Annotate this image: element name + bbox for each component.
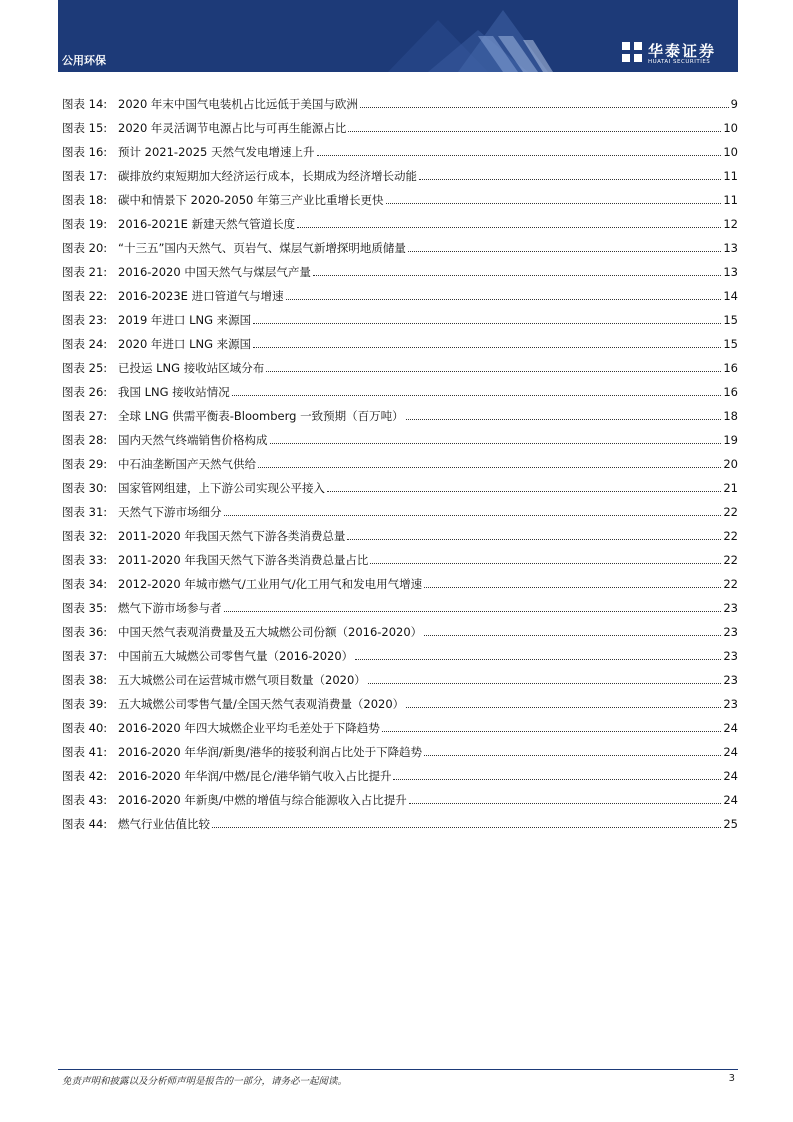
toc-entry[interactable] — [62, 740, 738, 764]
logo-mark-icon — [620, 40, 644, 68]
toc-entry[interactable] — [62, 164, 738, 188]
toc-leader-dots — [424, 587, 721, 588]
toc-entry-title: 2011-2020 年我国天然气下游各类消费总量占比 — [118, 553, 369, 567]
toc-entry[interactable] — [62, 524, 738, 548]
toc-entry-label: 图表 34: — [62, 577, 108, 591]
toc-leader-dots — [224, 515, 722, 516]
toc-entry[interactable] — [62, 596, 738, 620]
toc-entry-label: 图表 26: — [62, 385, 108, 399]
toc-leader-dots — [212, 827, 721, 828]
toc-leader-dots — [327, 491, 721, 492]
toc-entry-page: 19 — [723, 433, 738, 447]
toc-entry-title: 2016-2020 年华润/中燃/昆仑/港华销气收入占比提升 — [118, 769, 392, 783]
toc-entry-page: 24 — [723, 745, 738, 759]
toc-entry[interactable] — [62, 764, 738, 788]
toc-entry-page: 16 — [723, 385, 738, 399]
toc-entry-label: 图表 40: — [62, 721, 108, 735]
toc-leader-dots — [406, 707, 721, 708]
toc-entry-title: 2016-2023E 进口管道气与增速 — [118, 289, 284, 303]
toc-entry-page: 22 — [723, 553, 738, 567]
toc-entry-label: 图表 39: — [62, 697, 108, 711]
toc-entry-label: 图表 27: — [62, 409, 108, 423]
toc-entry-title: 2016-2020 年四大城燃企业平均毛差处于下降趋势 — [118, 721, 380, 735]
toc-entry[interactable] — [62, 332, 738, 356]
toc-entry-label: 图表 41: — [62, 745, 108, 759]
toc-leader-dots — [360, 107, 729, 108]
toc-entry-page: 15 — [723, 313, 738, 327]
toc-entry-label: 图表 36: — [62, 625, 108, 639]
toc-entry-label: 图表 37: — [62, 649, 108, 663]
toc-entry-label: 图表 33: — [62, 553, 108, 567]
toc-entry-title: 2016-2020 中国天然气与煤层气产量 — [118, 265, 311, 279]
table-of-figures — [62, 92, 738, 836]
toc-entry[interactable] — [62, 500, 738, 524]
toc-entry-page: 22 — [723, 505, 738, 519]
toc-entry-page: 18 — [723, 409, 738, 423]
toc-entry-label: 图表 17: — [62, 169, 108, 183]
toc-entry[interactable] — [62, 236, 738, 260]
toc-leader-dots — [253, 347, 721, 348]
toc-entry-page: 13 — [723, 241, 738, 255]
toc-entry-label: 图表 35: — [62, 601, 108, 615]
toc-entry[interactable] — [62, 92, 738, 116]
toc-entry-title: 全球 LNG 供需平衡表-Bloomberg 一致预期（百万吨） — [118, 409, 404, 423]
toc-leader-dots — [393, 779, 721, 780]
toc-leader-dots — [232, 395, 722, 396]
toc-entry-title: 2020 年进口 LNG 来源国 — [118, 337, 252, 351]
toc-entry-page: 24 — [723, 769, 738, 783]
toc-entry-page: 24 — [723, 793, 738, 807]
page-number: 3 — [728, 1073, 735, 1084]
toc-entry-label: 图表 20: — [62, 241, 108, 255]
toc-entry-label: 图表 18: — [62, 193, 108, 207]
toc-entry-title: 五大城燃公司在运营城市燃气项目数量（2020） — [118, 673, 366, 687]
toc-entry-title: 碳排放约束短期加大经济运行成本，长期成为经济增长动能 — [118, 169, 417, 183]
toc-entry-title: 国家管网组建，上下游公司实现公平接入 — [118, 481, 325, 495]
footer-rule — [58, 1069, 738, 1070]
toc-entry-page: 22 — [723, 577, 738, 591]
toc-entry-page: 23 — [723, 625, 738, 639]
toc-entry-title: 2016-2020 年华润/新奥/港华的接驳利润占比处于下降趋势 — [118, 745, 423, 759]
toc-entry-page: 11 — [723, 169, 738, 183]
toc-entry-title: 2016-2021E 新建天然气管道长度 — [118, 217, 296, 231]
toc-entry[interactable] — [62, 692, 738, 716]
toc-entry-page: 14 — [723, 289, 738, 303]
toc-entry-label: 图表 42: — [62, 769, 108, 783]
toc-entry-page: 23 — [723, 697, 738, 711]
toc-leader-dots — [348, 131, 721, 132]
toc-entry-page: 23 — [723, 649, 738, 663]
toc-entry[interactable] — [62, 188, 738, 212]
toc-entry[interactable] — [62, 476, 738, 500]
toc-entry-label: 图表 24: — [62, 337, 108, 351]
toc-entry[interactable] — [62, 572, 738, 596]
toc-entry-page: 20 — [723, 457, 738, 471]
toc-leader-dots — [368, 683, 722, 684]
toc-entry-page: 12 — [723, 217, 738, 231]
toc-entry-page: 24 — [723, 721, 738, 735]
toc-entry-page: 23 — [723, 601, 738, 615]
toc-leader-dots — [386, 203, 722, 204]
toc-entry-title: 2020 年末中国气电装机占比远低于美国与欧洲 — [118, 97, 358, 111]
toc-entry[interactable] — [62, 284, 738, 308]
toc-entry[interactable] — [62, 212, 738, 236]
toc-entry[interactable] — [62, 548, 738, 572]
toc-entry-title: 碳中和情景下 2020-2050 年第三产业比重增长更快 — [118, 193, 384, 207]
toc-entry-title: 中石油垄断国产天然气供给 — [118, 457, 256, 471]
toc-entry-title: 预计 2021-2025 天然气发电增速上升 — [118, 145, 315, 159]
toc-leader-dots — [424, 755, 721, 756]
toc-entry-title: 2011-2020 年我国天然气下游各类消费总量 — [118, 529, 346, 543]
toc-entry-label: 图表 44: — [62, 817, 108, 831]
toc-entry[interactable] — [62, 260, 738, 284]
toc-entry-title: 燃气行业估值比较 — [118, 817, 210, 831]
toc-entry-title: 中国前五大城燃公司零售气量（2016-2020） — [118, 649, 354, 663]
toc-entry[interactable] — [62, 404, 738, 428]
toc-entry[interactable] — [62, 788, 738, 812]
toc-leader-dots — [270, 443, 722, 444]
toc-entry-label: 图表 16: — [62, 145, 108, 159]
toc-entry-page: 13 — [723, 265, 738, 279]
toc-entry-title: 2016-2020 年新奥/中燃的增值与综合能源收入占比提升 — [118, 793, 407, 807]
toc-entry-title: 五大城燃公司零售气量/全国天然气表观消费量（2020） — [118, 697, 405, 711]
toc-leader-dots — [409, 803, 722, 804]
toc-entry-label: 图表 30: — [62, 481, 108, 495]
page-header — [58, 0, 738, 72]
toc-leader-dots — [297, 227, 721, 228]
toc-leader-dots — [317, 155, 722, 156]
toc-entry[interactable] — [62, 644, 738, 668]
toc-entry-title: 已投运 LNG 接收站区域分布 — [118, 361, 265, 375]
toc-entry[interactable] — [62, 356, 738, 380]
huatai-logo — [620, 40, 730, 70]
toc-entry-page: 10 — [723, 121, 738, 135]
toc-entry-label: 图表 19: — [62, 217, 108, 231]
toc-entry-page: 16 — [723, 361, 738, 375]
logo-cn-text: 华泰证券 — [648, 42, 717, 60]
toc-entry-title: 我国 LNG 接收站情况 — [118, 385, 230, 399]
toc-leader-dots — [419, 179, 721, 180]
toc-entry-label: 图表 14: — [62, 97, 108, 111]
toc-entry-page: 11 — [723, 193, 738, 207]
toc-entry-title: “十三五”国内天然气、页岩气、煤层气新增探明地质储量 — [118, 241, 406, 255]
section-label: 公用环保 — [62, 54, 106, 67]
toc-leader-dots — [406, 419, 722, 420]
toc-entry-title: 2019 年进口 LNG 来源国 — [118, 313, 252, 327]
toc-entry-title: 2020 年灵活调节电源占比与可再生能源占比 — [118, 121, 347, 135]
toc-leader-dots — [286, 299, 722, 300]
toc-leader-dots — [370, 563, 721, 564]
toc-leader-dots — [258, 467, 721, 468]
toc-entry[interactable] — [62, 716, 738, 740]
toc-leader-dots — [424, 635, 721, 636]
toc-entry-page: 10 — [723, 145, 738, 159]
toc-entry-label: 图表 29: — [62, 457, 108, 471]
toc-entry-title: 燃气下游市场参与者 — [118, 601, 222, 615]
toc-entry-label: 图表 31: — [62, 505, 108, 519]
toc-entry-label: 图表 38: — [62, 673, 108, 687]
toc-leader-dots — [266, 371, 721, 372]
header-decoration — [328, 0, 628, 72]
toc-entry[interactable] — [62, 620, 738, 644]
toc-entry-page: 15 — [723, 337, 738, 351]
toc-entry-label: 图表 32: — [62, 529, 108, 543]
toc-entry[interactable] — [62, 428, 738, 452]
toc-entry-title: 2012-2020 年城市燃气/工业用气/化工用气和发电用气增速 — [118, 577, 423, 591]
toc-entry-label: 图表 15: — [62, 121, 108, 135]
toc-entry-label: 图表 21: — [62, 265, 108, 279]
toc-entry-page: 25 — [723, 817, 738, 831]
toc-entry[interactable] — [62, 668, 738, 692]
toc-entry-page: 21 — [723, 481, 738, 495]
toc-entry-page: 22 — [723, 529, 738, 543]
toc-entry-label: 图表 43: — [62, 793, 108, 807]
toc-entry-title: 国内天然气终端销售价格构成 — [118, 433, 268, 447]
toc-entry[interactable] — [62, 812, 738, 836]
toc-entry[interactable] — [62, 116, 738, 140]
toc-leader-dots — [408, 251, 721, 252]
toc-leader-dots — [382, 731, 722, 732]
toc-entry[interactable] — [62, 380, 738, 404]
toc-leader-dots — [253, 323, 721, 324]
toc-entry-label: 图表 23: — [62, 313, 108, 327]
toc-leader-dots — [313, 275, 722, 276]
toc-entry-label: 图表 25: — [62, 361, 108, 375]
toc-entry-page: 9 — [730, 97, 738, 111]
toc-entry-title: 天然气下游市场细分 — [118, 505, 222, 519]
toc-entry-label: 图表 28: — [62, 433, 108, 447]
footer-disclaimer: 免责声明和披露以及分析师声明是报告的一部分，请务必一起阅读。 — [62, 1076, 348, 1087]
toc-entry-page: 23 — [723, 673, 738, 687]
toc-entry[interactable] — [62, 140, 738, 164]
logo-en-text: HUATAI SECURITIES — [648, 59, 711, 65]
toc-leader-dots — [347, 539, 721, 540]
toc-entry-title: 中国天然气表观消费量及五大城燃公司份额（2016-2020） — [118, 625, 423, 639]
toc-leader-dots — [355, 659, 721, 660]
toc-leader-dots — [224, 611, 722, 612]
toc-entry-label: 图表 22: — [62, 289, 108, 303]
toc-entry[interactable] — [62, 452, 738, 476]
toc-entry[interactable] — [62, 308, 738, 332]
